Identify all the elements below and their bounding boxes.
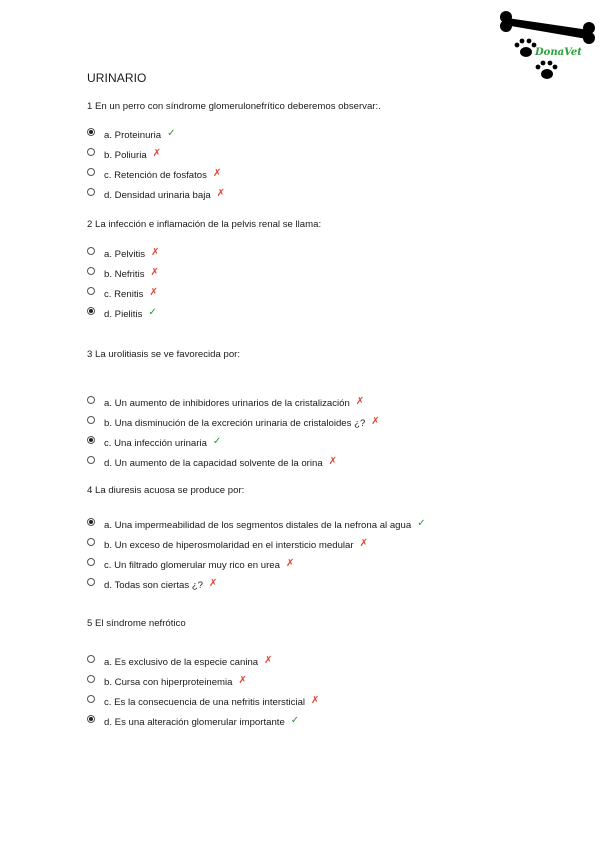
check-mark-icon: ✓ bbox=[167, 127, 176, 139]
radio-button[interactable] bbox=[87, 518, 95, 526]
cross-mark-icon: ✗ bbox=[355, 395, 365, 407]
answer-option[interactable] bbox=[87, 538, 368, 552]
option-label: d. Densidad urinaria baja bbox=[104, 189, 211, 201]
cross-mark-icon: ✗ bbox=[238, 674, 247, 686]
answer-option[interactable] bbox=[87, 396, 364, 410]
radio-button[interactable] bbox=[87, 287, 95, 295]
radio-button[interactable] bbox=[87, 168, 95, 176]
option-label: a. Una impermeabilidad de los segmentos distales de la nefrona al agua bbox=[104, 519, 412, 531]
answer-option[interactable] bbox=[87, 518, 426, 532]
donavet-logo bbox=[497, 8, 599, 88]
option-label: d. Un aumento de la capacidad solvente de la orina bbox=[104, 457, 323, 469]
cross-mark-icon: ✗ bbox=[150, 266, 159, 278]
option-label: c. Renitis bbox=[104, 288, 144, 300]
check-mark-icon: ✓ bbox=[417, 517, 426, 529]
option-label: d. Es una alteración glomerular importante bbox=[104, 716, 285, 728]
option-label: c. Retención de fosfatos bbox=[104, 169, 207, 181]
radio-button[interactable] bbox=[87, 538, 95, 546]
radio-button[interactable] bbox=[87, 436, 95, 444]
radio-button[interactable] bbox=[87, 307, 95, 315]
svg-text:DonaVet: DonaVet bbox=[535, 47, 582, 58]
cross-mark-icon: ✗ bbox=[311, 694, 320, 706]
answer-option[interactable] bbox=[87, 148, 161, 162]
answer-option[interactable] bbox=[87, 558, 294, 572]
question-text: 1 En un perro con síndrome glomerulonefrítico deberemos observar:. bbox=[87, 101, 381, 112]
cross-mark-icon: ✗ bbox=[149, 286, 158, 298]
radio-button[interactable] bbox=[87, 396, 95, 404]
option-label: c. Es la consecuencia de una nefritis intersticial bbox=[104, 696, 306, 708]
radio-button[interactable] bbox=[87, 267, 95, 275]
cross-mark-icon: ✗ bbox=[371, 415, 380, 427]
answer-option[interactable] bbox=[87, 578, 217, 592]
question-text: 2 La infección e inflamación de la pelvis renal se llama: bbox=[87, 219, 322, 230]
radio-dot bbox=[89, 438, 93, 442]
page-title: URINARIO bbox=[87, 71, 147, 85]
cross-mark-icon: ✗ bbox=[209, 577, 218, 589]
cross-mark-icon: ✗ bbox=[152, 147, 162, 159]
cross-mark-icon: ✗ bbox=[216, 187, 226, 199]
radio-dot bbox=[89, 717, 93, 721]
answer-option[interactable] bbox=[87, 188, 225, 202]
option-label: a. Proteinuria bbox=[104, 129, 162, 141]
answer-option[interactable] bbox=[87, 715, 299, 729]
radio-button[interactable] bbox=[87, 247, 95, 255]
question-text: 3 La urolitiasis se ve favorecida por: bbox=[87, 349, 241, 360]
option-label: a. Pelvitis bbox=[104, 248, 146, 260]
answer-option[interactable] bbox=[87, 695, 319, 709]
answer-option[interactable] bbox=[87, 267, 159, 281]
answer-option[interactable] bbox=[87, 128, 175, 142]
cross-mark-icon: ✗ bbox=[285, 557, 295, 569]
answer-option[interactable] bbox=[87, 675, 247, 689]
answer-option[interactable] bbox=[87, 287, 158, 301]
radio-button[interactable] bbox=[87, 188, 95, 196]
cross-mark-icon: ✗ bbox=[212, 167, 222, 179]
radio-button[interactable] bbox=[87, 128, 95, 136]
radio-button[interactable] bbox=[87, 558, 95, 566]
cross-mark-icon: ✗ bbox=[359, 537, 368, 549]
radio-button[interactable] bbox=[87, 148, 95, 156]
radio-button[interactable] bbox=[87, 715, 95, 723]
check-mark-icon: ✓ bbox=[290, 714, 300, 726]
option-label: d. Todas son ciertas ¿? bbox=[104, 579, 204, 591]
radio-dot bbox=[89, 520, 93, 524]
option-label: a. Un aumento de inhibidores urinarios de la cristalización bbox=[104, 397, 350, 409]
cross-mark-icon: ✗ bbox=[264, 654, 273, 666]
option-label: b. Poliuria bbox=[104, 149, 147, 161]
answer-option[interactable] bbox=[87, 456, 337, 470]
answer-option[interactable] bbox=[87, 247, 159, 261]
radio-button[interactable] bbox=[87, 578, 95, 586]
cross-mark-icon: ✗ bbox=[151, 246, 160, 258]
cross-mark-icon: ✗ bbox=[328, 455, 338, 467]
option-label: b. Un exceso de hiperosmolaridad en el intersticio medular bbox=[104, 539, 354, 551]
radio-dot bbox=[89, 130, 93, 134]
option-label: a. Es exclusivo de la especie canina bbox=[104, 656, 259, 668]
radio-button[interactable] bbox=[87, 655, 95, 663]
radio-dot bbox=[89, 309, 93, 313]
option-label: b. Nefritis bbox=[104, 268, 145, 280]
radio-button[interactable] bbox=[87, 675, 95, 683]
answer-option[interactable] bbox=[87, 436, 221, 450]
answer-option[interactable] bbox=[87, 307, 157, 321]
question-text: 4 La diuresis acuosa se produce por: bbox=[87, 485, 245, 496]
option-label: b. Cursa con hiperproteinemia bbox=[104, 676, 233, 688]
question-text: 5 El síndrome nefrótico bbox=[87, 618, 186, 629]
option-label: c. Una infección urinaria bbox=[104, 437, 207, 449]
answer-option[interactable] bbox=[87, 168, 221, 182]
option-label: c. Un filtrado glomerular muy rico en urea bbox=[104, 559, 280, 571]
radio-button[interactable] bbox=[87, 695, 95, 703]
radio-button[interactable] bbox=[87, 416, 95, 424]
check-mark-icon: ✓ bbox=[212, 435, 222, 447]
option-label: b. Una disminución de la excreción urinaria de cristaloides ¿? bbox=[104, 417, 366, 429]
radio-button[interactable] bbox=[87, 456, 95, 464]
answer-option[interactable] bbox=[87, 655, 273, 669]
answer-option[interactable] bbox=[87, 416, 380, 430]
bone-paw-logo-icon bbox=[497, 8, 599, 88]
check-mark-icon: ✓ bbox=[148, 306, 157, 318]
option-label: d. Pielitis bbox=[104, 308, 143, 320]
